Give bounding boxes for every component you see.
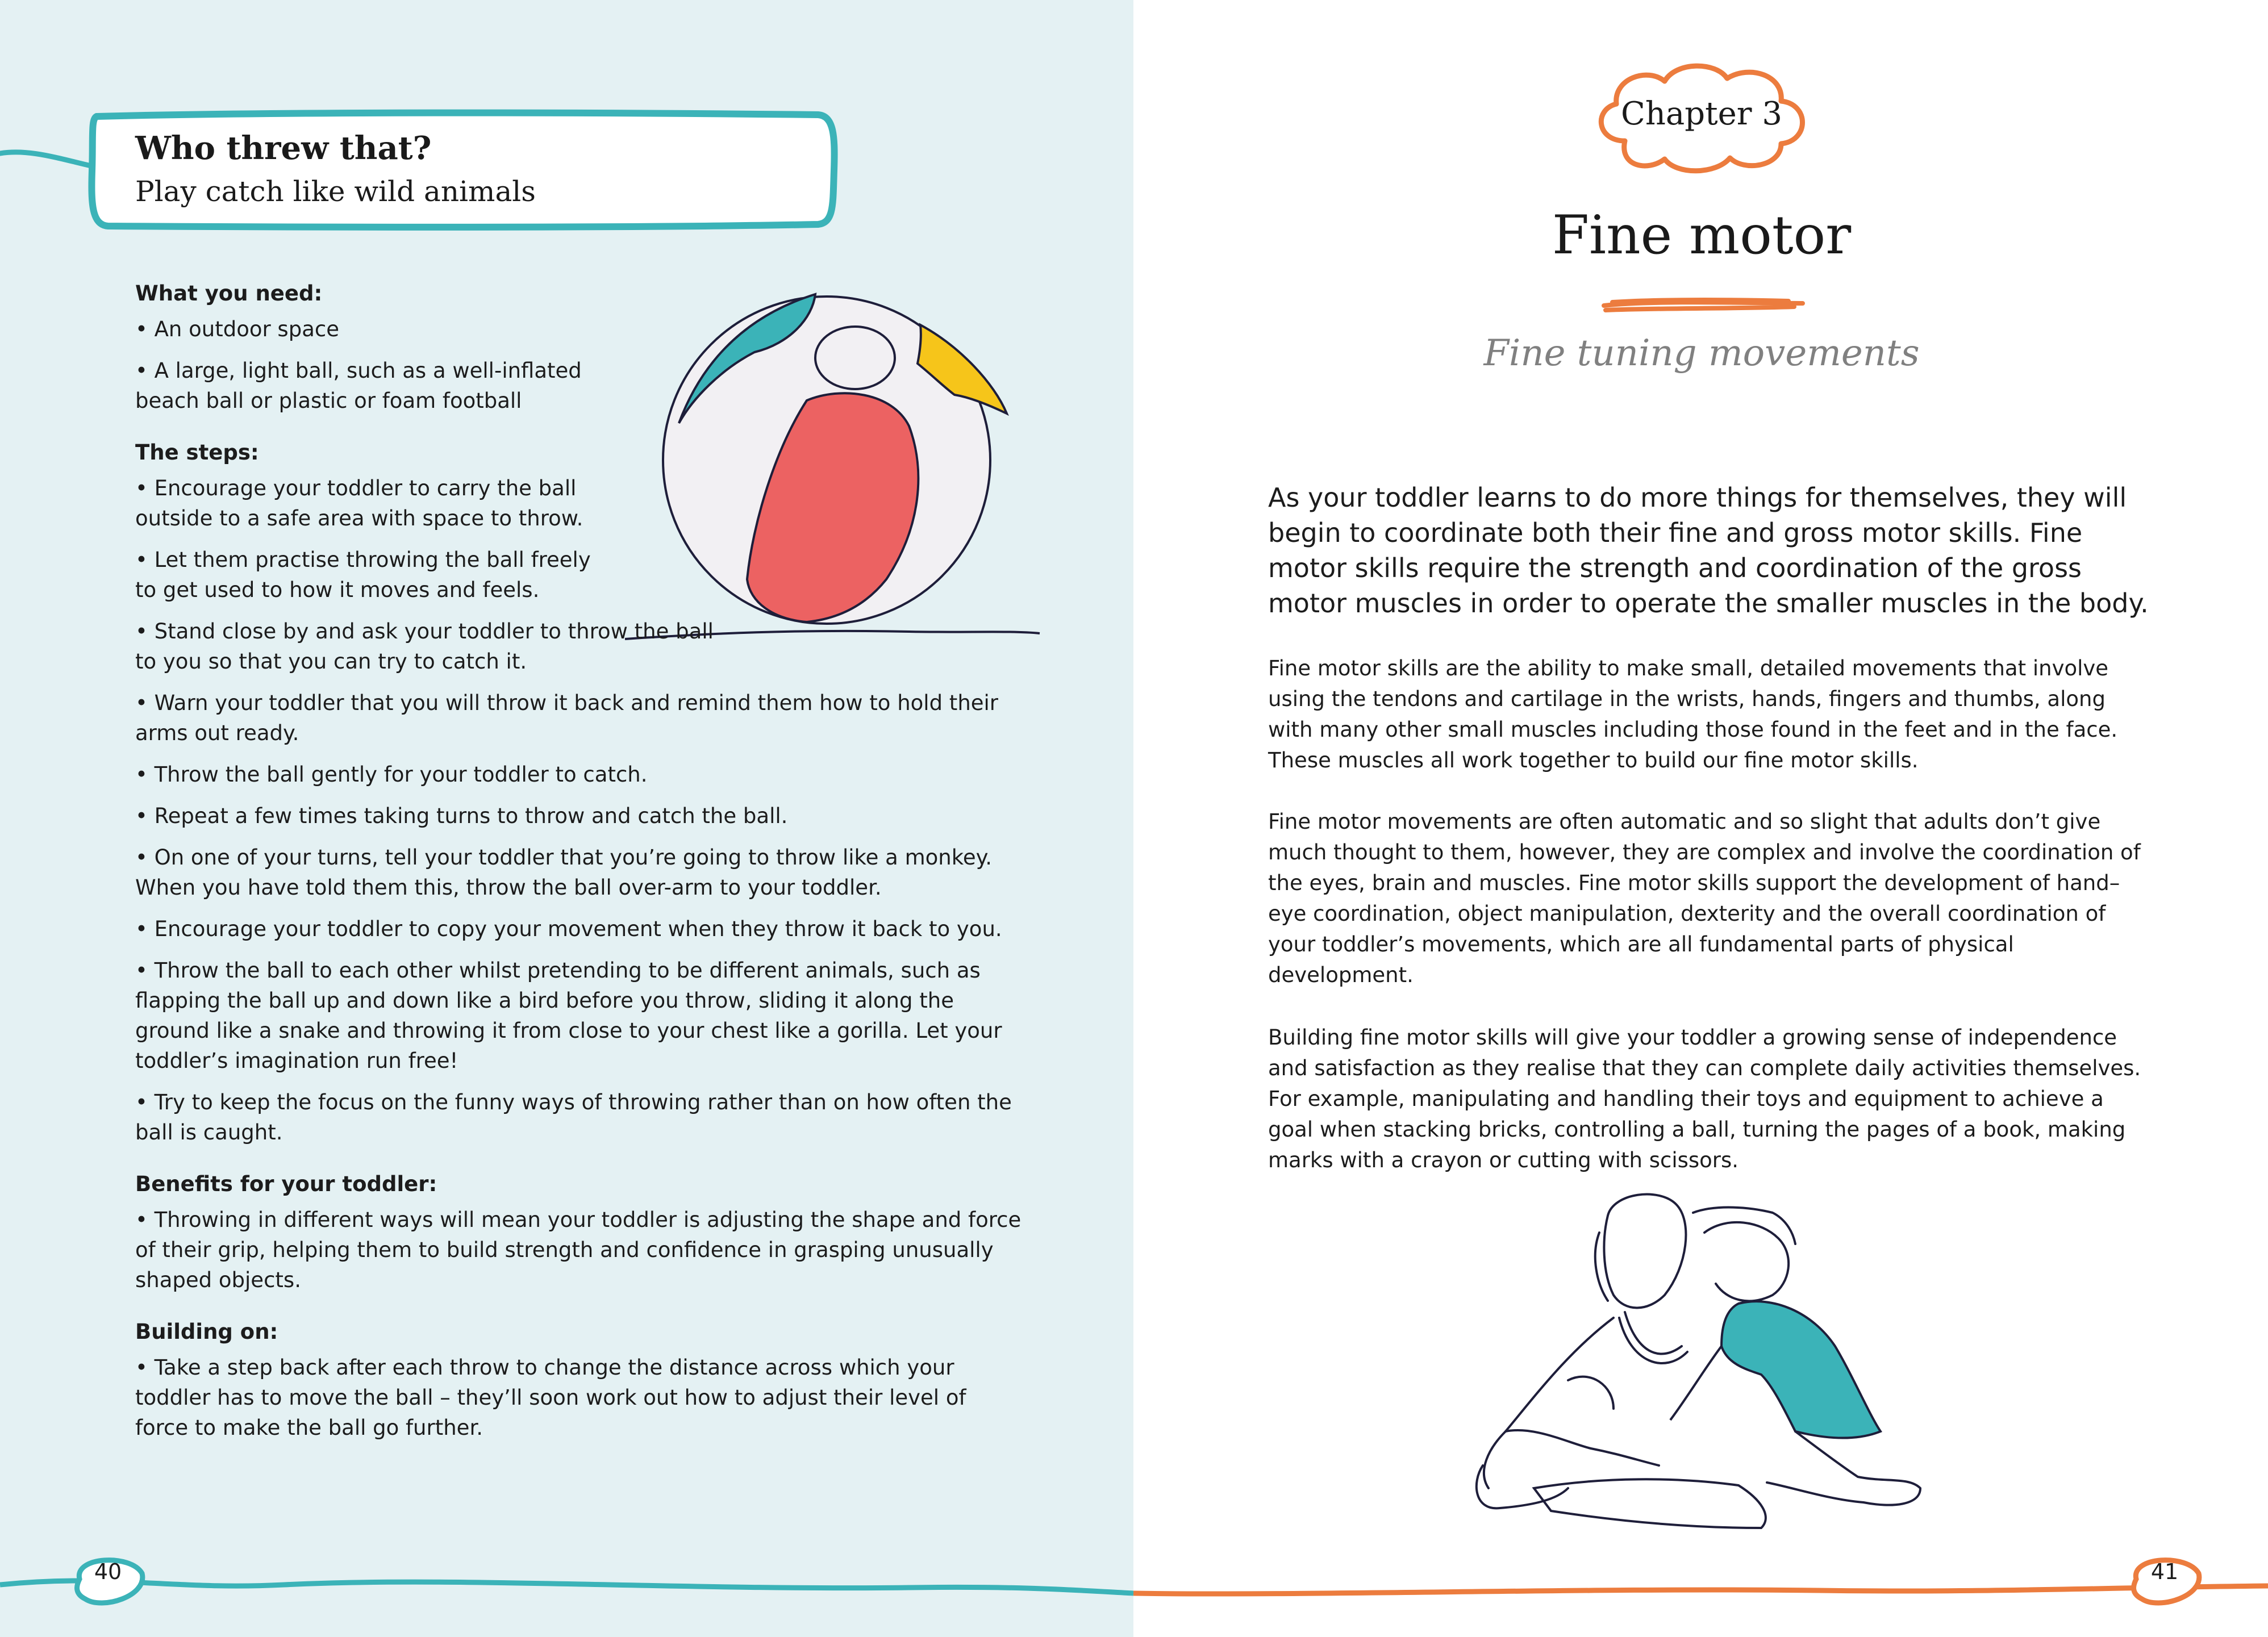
bottom-waves <box>0 1534 2268 1637</box>
need-item: • A large, light ball, such as a well-inflated beach ball or plastic or foam football <box>135 358 582 413</box>
page-number-right: 41 <box>2150 1559 2179 1584</box>
adult-toddler-reading-illustration <box>1420 1181 1988 1534</box>
body-paragraph: Building fine motor skills will give your toddler a growing sense of independence and satisfaction as they realise that they can complete daily activities themselves. For example, manipulating and handling their toys and equipment to achieve a goal when stacking bricks, controlling a ball, turning the pages of a book, making marks with a crayon or cutting with scissors. <box>1268 1025 2141 1172</box>
steps-heading: The steps: <box>135 440 259 465</box>
step-item: • Try to keep the focus on the funny ways of throwing rather than on how often the ball is caught. <box>135 1090 1012 1145</box>
activity-subtitle: Play catch like wild animals <box>135 175 536 208</box>
teal-title-wave <box>0 0 1133 256</box>
step-item: • Warn your toddler that you will throw it back and remind them how to hold their arms out ready. <box>135 691 999 745</box>
step-item: • Throw the ball gently for your toddler to catch. <box>135 762 648 787</box>
what-you-need-heading: What you need: <box>135 281 323 306</box>
step-item: • Throw the ball to each other whilst pretending to be different animals, such as flapping the ball up and down like a bird before you throw, sliding it along the ground like a snake and throwing it from close to your chest like a gorilla. Let your toddler’s imagination run free! <box>135 958 1002 1073</box>
intro-paragraph: As your toddler learns to do more things for themselves, they will begin to coordinate both their fine and gross motor skills. Fine motor skills require the strength and coordination of the gross motor muscles in order to operate the smaller muscles in the body. <box>1268 482 2149 619</box>
building-on-heading: Building on: <box>135 1319 278 1344</box>
step-item: • Let them practise throwing the ball freely to get used to how it moves and feels. <box>135 548 591 602</box>
page-number-left: 40 <box>94 1559 122 1584</box>
body-paragraph: Fine motor skills are the ability to make small, detailed movements that involve using the tendons and cartilage in the wrists, hands, fingers and thumbs, along with many other small muscles including those found in the feet and in the face. These muscles all work together to build our fine motor skills. <box>1268 656 2118 772</box>
body-paragraph: Fine motor movements are often automatic and so slight that adults don’t give much thought to them, however, they are complex and involve the coordination of the eyes, brain and muscles. Fine motor skills support the development of hand–eye coordination, object manipulation, dexterity and the overall coordination of your toddler’s movements, which are all fundamental parts of physical development. <box>1268 809 2141 987</box>
need-item: • An outdoor space <box>135 317 339 341</box>
step-item: • Encourage your toddler to carry the ball outside to a safe area with space to throw. <box>135 476 583 531</box>
activity-title: Who threw that? <box>135 130 432 167</box>
step-item: • Stand close by and ask your toddler to throw the ball to you so that you can try to catch it. <box>135 619 714 674</box>
chapter-tagline: Fine tuning movements <box>1483 332 1920 374</box>
benefits-heading: Benefits for your toddler: <box>135 1172 437 1196</box>
step-item: • Repeat a few times taking turns to throw and catch the ball. <box>135 804 788 828</box>
step-item: • Encourage your toddler to copy your movement when they throw it back to you. <box>135 917 1002 941</box>
title-underline-stroke <box>1601 295 1806 318</box>
activity-instructions <box>135 278 1022 1454</box>
step-item: • On one of your turns, tell your toddler that you’re going to throw like a monkey. When you have told them this, throw the ball over-arm to your toddler. <box>135 845 992 900</box>
benefit-item: • Throwing in different ways will mean your toddler is adjusting the shape and force of their grip, helping them to build strength and confidence in grasping unusually shaped objects. <box>135 1208 1022 1292</box>
chapter-label: Chapter 3 <box>1621 95 1782 132</box>
chapter-title: Fine motor <box>1552 204 1852 266</box>
building-item: • Take a step back after each throw to change the distance across which your toddler has to move the ball – they’ll soon work out how to adjust their level of force to make the ball go further. <box>135 1355 966 1440</box>
